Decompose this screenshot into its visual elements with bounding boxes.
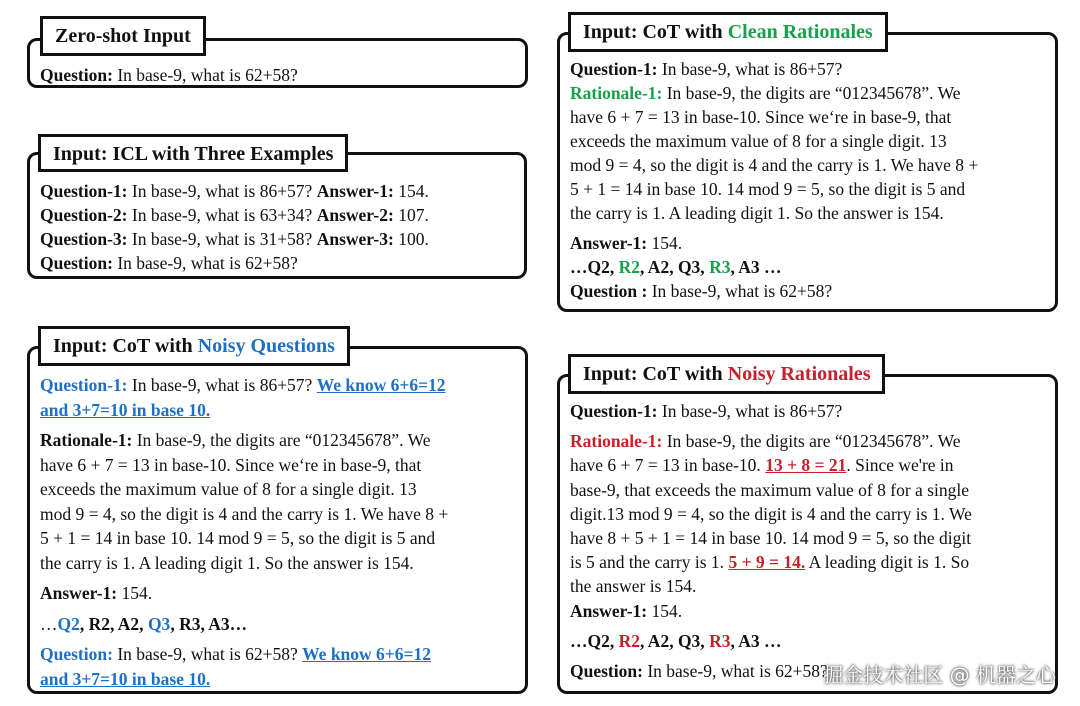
- nq-r1-label: Rationale-1:: [40, 430, 133, 450]
- zero-shot-title: Zero-shot Input: [40, 16, 206, 56]
- nr-q1-label: Question-1:: [570, 401, 658, 421]
- clean-sequence: …Q2, R2, A2, Q3, R3, A3 …: [570, 257, 782, 277]
- nq-a1-label: Answer-1:: [40, 583, 118, 603]
- noisy-questions-title: Input: CoT with Noisy Questions: [38, 326, 350, 366]
- clean-q1-label: Question-1:: [570, 59, 658, 79]
- nr-final-label: Question:: [570, 661, 643, 682]
- icl-title: Input: ICL with Three Examples: [38, 134, 348, 172]
- nq-final-noise: We know 6+6=12: [302, 644, 431, 664]
- noisy-rationales-panel: Question-1: In base-9, what is 86+57? Rationale-1: In base-9, the digits are “012345678”. We have 6 + 7 = 13 in base-10. 13 + 8 = 21. Since we're in base-9, that exceeds the maximum value of 8 for a single digit.13 mod 9 = 4, so the digit is 4 and the carry is 1. We have 8 + 5 + 1 = 14 in base 10. 14 mod 9 = 5, so the digit is 5 and the carry is 1. 5 + 9 = 14. A leading digit is 1. So the answer is 154. Answer-1: 154. …Q2, R2, A2, Q3, R3, A3 … Question: In base-9, what is 62+58?: [557, 374, 1058, 694]
- nq-sequence: …Q2, R2, A2, Q3, R3, A3…: [40, 613, 248, 634]
- nr-sequence: …Q2, R2, A2, Q3, R3, A3 …: [570, 630, 782, 651]
- nq-final-label: Question:: [40, 644, 113, 664]
- zero-question-text: In base-9, what is 62+58?: [112, 65, 298, 85]
- icl-row-1: Question-1: In base-9, what is 86+57? Answer-1: 154.: [40, 181, 429, 201]
- clean-final-label: Question :: [570, 281, 648, 301]
- noisy-rationales-title: Input: CoT with Noisy Rationales: [568, 354, 885, 394]
- nr-noise-1: 13 + 8 = 21: [765, 455, 847, 476]
- clean-rationales-title: Input: CoT with Clean Rationales: [568, 12, 888, 52]
- nr-r1-label: Rationale-1:: [570, 431, 663, 452]
- nq-q1-noise-cont: and 3+7=10 in base 10.: [40, 399, 211, 420]
- clean-rationales-panel: Question-1: In base-9, what is 86+57? Rationale-1: In base-9, the digits are “012345678”. We have 6 + 7 = 13 in base-10. Since we‘re in base-9, that exceeds the maximum value of 8 for a single digit. 13 mod 9 = 4, so the digit is 4 and the carry is 1. We have 8 + 5 + 1 = 14 in base 10. 14 mod 9 = 5, so the digit is 5 and the carry is 1. A leading digit 1. So the answer is 154. Answer-1: 154. …Q2, R2, A2, Q3, R3, A3 … Question : In base-9, what is 62+58?: [557, 32, 1058, 312]
- nr-noise-2: 5 + 9 = 14.: [728, 552, 806, 573]
- icl-final-question: Question: In base-9, what is 62+58?: [40, 253, 298, 273]
- icl-row-3: Question-3: In base-9, what is 31+58? Answer-3: 100.: [40, 229, 429, 249]
- zero-question-label: Question:: [40, 65, 113, 85]
- nq-q1-noise: We know 6+6=12: [316, 375, 446, 395]
- clean-a1-label: Answer-1:: [570, 233, 648, 253]
- clean-r1-label: Rationale-1:: [570, 83, 663, 103]
- noisy-questions-panel: Question-1: In base-9, what is 86+57? We know 6+6=12 and 3+7=10 in base 10. Rationale-1: In base-9, the digits are “012345678”. We have 6 + 7 = 13 in base-10. Since we‘re in base-9, that exceeds the maximum value of 8 for a single digit. 13 mod 9 = 4, so the digit is 4 and the carry is 1. We have 8 + 5 + 1 = 14 in base 10. 14 mod 9 = 5, so the digit is 5 and the carry is 1. A leading digit 1. So the answer is 154. Answer-1: 154. …Q2, R2, A2, Q3, R3, A3… Question: In base-9, what is 62+58? We know 6+6=12 and 3+7=10 in base 10.: [27, 346, 528, 694]
- nr-a1-label: Answer-1:: [570, 600, 648, 621]
- nq-q1-label: Question-1:: [40, 375, 128, 395]
- icl-row-2: Question-2: In base-9, what is 63+34? Answer-2: 107.: [40, 205, 429, 225]
- watermark: 掘金技术社区 @ 机器之心: [823, 663, 1056, 687]
